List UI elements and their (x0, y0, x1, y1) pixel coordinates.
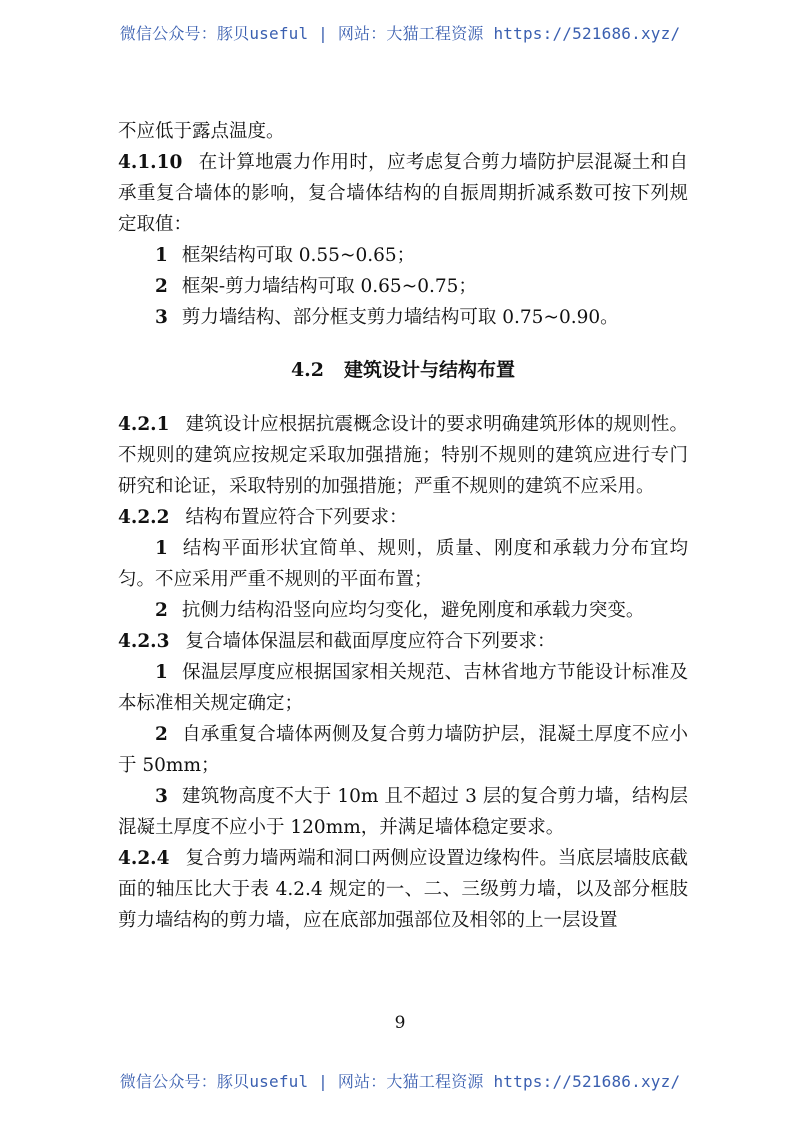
clause-4-1-10 (118, 147, 688, 240)
item-text: 框架-剪力墙结构可取 0.65~0.75； (181, 276, 477, 297)
item-number: 1 (155, 538, 168, 559)
item-text: 自承重复合墙体两侧及复合剪力墙防护层，混凝土厚度不应小于 50mm； (118, 724, 688, 776)
list-item (118, 271, 688, 302)
footer-watermark: 微信公众号：豚贝useful | 网站：大猫工程资源 https://521686.xyz/ (119, 1072, 681, 1091)
continuation-text: 不应低于露点温度。 (118, 121, 285, 142)
list-item (118, 595, 688, 626)
clause-4-2-3 (118, 626, 688, 657)
clause-4-2-4 (118, 843, 688, 936)
page-number: 9 (394, 1013, 406, 1033)
clause-number: 4.2.4 (118, 848, 170, 869)
section-title-text: 建筑设计与结构布置 (344, 359, 516, 381)
item-number: 3 (155, 307, 168, 328)
list-item (118, 302, 688, 333)
item-number: 2 (155, 724, 168, 745)
list-item (118, 719, 688, 781)
item-number: 1 (155, 662, 168, 683)
item-text: 抗侧力结构沿竖向应均匀变化，避免刚度和承载力突变。 (181, 600, 645, 621)
clause-number: 4.2.3 (118, 631, 170, 652)
list-item (118, 533, 688, 595)
header-watermark: 微信公众号：豚贝useful | 网站：大猫工程资源 https://521686.xyz/ (119, 24, 681, 43)
clause-text: 建筑设计应根据抗震概念设计的要求明确建筑形体的规则性。不规则的建筑应按规定采取加强措施；特别不规则的建筑应进行专门研究和论证，采取特别的加强措施；严重不规则的建筑不应采用。 (118, 414, 688, 497)
item-text: 剪力墙结构、部分框支剪力墙结构可取 0.75~0.90。 (181, 307, 619, 328)
clause-4-2-1 (118, 409, 688, 502)
item-number: 2 (155, 600, 168, 621)
clause-4-2-2 (118, 502, 688, 533)
section-number: 4.2 (290, 359, 325, 381)
clause-text: 在计算地震力作用时，应考虑复合剪力墙防护层混凝土和自承重复合墙体的影响，复合墙体结构的自振周期折减系数可按下列规定取值： (118, 152, 688, 235)
list-item (118, 657, 688, 719)
item-number: 3 (155, 786, 168, 807)
list-item (118, 781, 688, 843)
section-heading (118, 355, 688, 386)
clause-number: 4.2.1 (118, 414, 170, 435)
page-body (118, 116, 688, 936)
item-text: 建筑物高度不大于 10m 且不超过 3 层的复合剪力墙，结构层混凝土厚度不应小于 120mm，并满足墙体稳定要求。 (118, 786, 688, 838)
clause-number: 4.1.10 (118, 152, 183, 173)
item-text: 保温层厚度应根据国家相关规范、吉林省地方节能设计标准及本标准相关规定确定； (118, 662, 688, 714)
list-item (118, 240, 688, 271)
item-number: 1 (155, 245, 168, 266)
item-number: 2 (155, 276, 168, 297)
clause-text: 复合墙体保温层和截面厚度应符合下列要求： (185, 631, 556, 652)
clause-number: 4.2.2 (118, 507, 170, 528)
clause-text: 结构布置应符合下列要求： (185, 507, 408, 528)
clause-text: 复合剪力墙两端和洞口两侧应设置边缘构件。当底层墙肢底截面的轴压比大于表 4.2.4 规定的一、二、三级剪力墙，以及部分框肢剪力墙结构的剪力墙，应在底部加强部位及相邻的上一层设置 (118, 848, 688, 931)
item-text: 框架结构可取 0.55~0.65； (181, 245, 416, 266)
item-text: 结构平面形状宜简单、规则，质量、刚度和承载力分布宜均匀。不应采用严重不规则的平面布置； (118, 538, 688, 590)
